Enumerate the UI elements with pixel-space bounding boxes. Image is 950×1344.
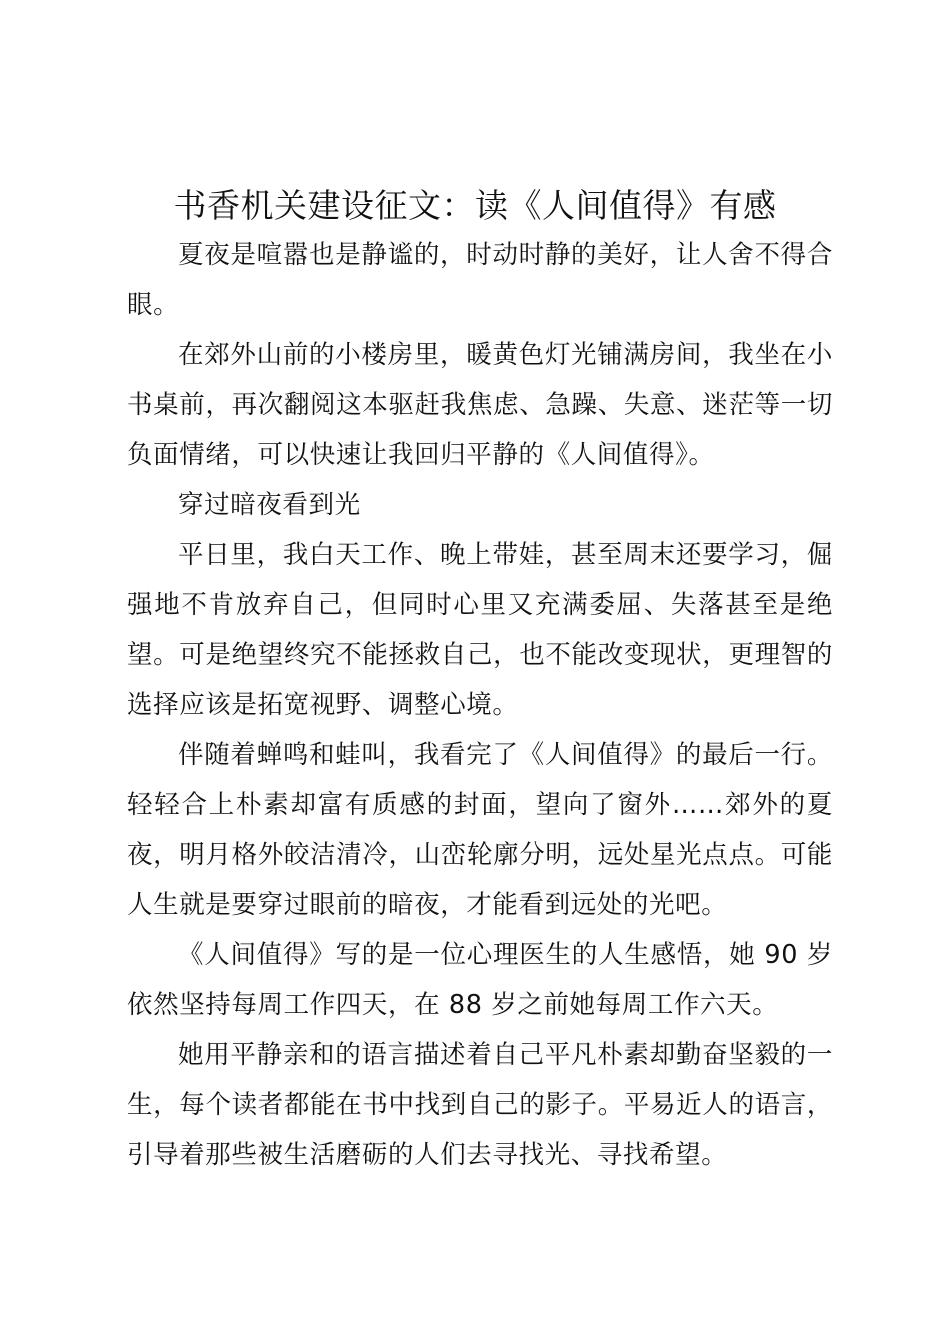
paragraph: 平日里，我白天工作、晚上带娃，甚至周末还要学习，倔强地不肯放弃自己，但同时心里又充满委屈、失落甚至是绝望。可是绝望终究不能拯救自己，也不能改变现状，更理智的选择应该是拓宽视野、调整心境。 xyxy=(127,540,833,720)
paragraph: 在郊外山前的小楼房里，暖黄色灯光铺满房间，我坐在小书桌前，再次翻阅这本驱赶我焦虑、急躁、失意、迷茫等一切负面情绪，可以快速让我回归平静的《人间值得》。 xyxy=(127,340,833,470)
paragraph: 伴随着蝉鸣和蛙叫，我看完了《人间值得》的最后一行。轻轻合上朴素却富有质感的封面，望向了窗外……郊外的夏夜，明月格外皎洁清冷，山峦轮廓分明，远处星光点点。可能人生就是要穿过眼前的暗夜，才能看到远处的光吧。 xyxy=(127,740,833,920)
paragraph: 夏夜是喧嚣也是静谧的，时动时静的美好，让人舍不得合眼。 xyxy=(127,240,833,320)
document-title: 书香机关建设征文：读《人间值得》有感 xyxy=(173,186,777,225)
paragraph: 《人间值得》写的是一位心理医生的人生感悟，她 90 岁依然坚持每周工作四天，在 88 岁之前她每周工作六天。 xyxy=(127,940,833,1020)
section-heading: 穿过暗夜看到光 xyxy=(178,490,361,520)
document-body xyxy=(127,230,833,1180)
paragraph: 她用平静亲和的语言描述着自己平凡朴素却勤奋坚毅的一生，每个读者都能在书中找到自己的影子。平易近人的语言，引导着那些被生活磨砺的人们去寻找光、寻找希望。 xyxy=(127,1040,833,1170)
